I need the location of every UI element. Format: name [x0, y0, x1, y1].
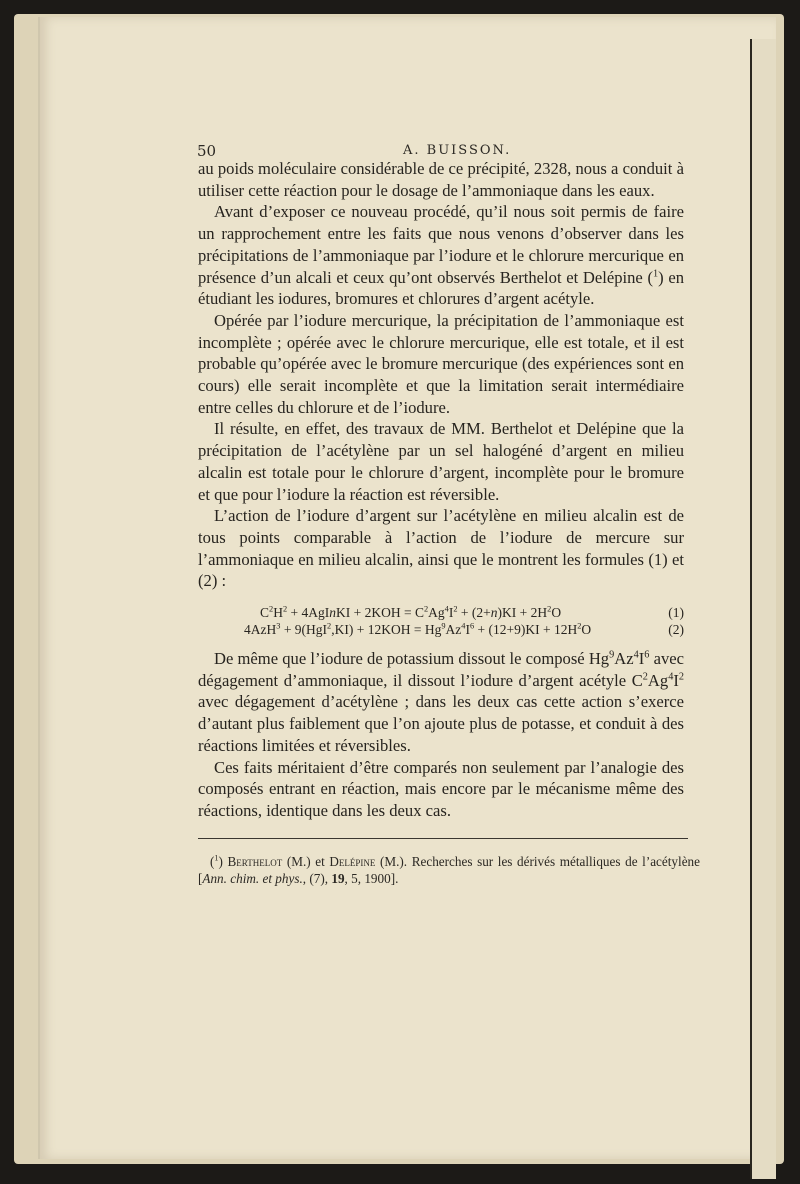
paragraph-5: L’action de l’iodure d’argent sur l’acétylène en milieu alcalin est de tous points comparable à l’action de l’iodure de mercure sur l’ammoniaque en milieu alcalin, ainsi que le montrent les formules (1) et (2) : — [198, 506, 684, 591]
footnote — [198, 853, 700, 887]
paragraph-6: De même que l’iodure de potassium dissout le composé $Hg^9Az^4I^6$ avec dégagement d’ammoniaque, il dissout l’iodure d’argent acétyle $C^2Ag^4I^2$ avec dégagement d’acétylène ; dans les deux cas cette action s’exerce d’autant plus faiblement que l’on ajoute plus de potasse, et conduit à des réactions limitées et réversibles. — [198, 649, 684, 755]
equation-1: $C^2H^2$ + 4AgInKI + $2KOH = C^2Ag^4I^2 + (2+n)KI + 2H^2O$ (1) — [260, 604, 684, 621]
facing-page-edge — [750, 39, 776, 1179]
footnote-rule — [198, 838, 688, 839]
paragraph-1: au poids moléculaire considérable de ce précipité, 2328, nous a conduit à utiliser cette réaction pour le dosage de l’ammoniaque dans les eaux. — [198, 159, 684, 200]
equation-2: $4AzH^3 + 9(HgI^2,KI) + 12KOH = Hg^9Az^4I^6 + (12+9)KI + 12H^2O$ (2) — [244, 621, 684, 638]
paragraph-4: Il résulte, en effet, des travaux de MM. Berthelot et Delépine que la précipitation de l’acétylène par un sel halogéné d’argent en milieu alcalin est totale pour le chlorure d’argent, incomplète pour le bromure et que pour l’iodure la réaction est réversible. — [198, 419, 684, 504]
running-title: A. BUISSON. — [403, 143, 512, 158]
equation-1-number: (1) — [668, 605, 684, 621]
equations-block — [198, 604, 684, 638]
page-number: 50 — [197, 142, 217, 160]
body-text — [198, 158, 684, 822]
paragraph-3: Opérée par l’iodure mercurique, la précipitation de l’ammoniaque est incomplète ; opérée avec le chlorure mercurique, elle est totale, et il est probable qu’opérée avec le bromure mercurique (des expériences sont en cours) elle serait incomplète et que la limitation serait intermédiaire entre celles du chlorure et de l’iodure. — [198, 310, 684, 417]
equation-2-number: (2) — [668, 622, 684, 638]
footnote-text: ($^1$) Berthelot (M.) et Delépine (M.). Recherches sur les dérivés métalliques de l’acétylène [Ann. chim. et phys., (7), 19, 5, 1900]. — [198, 853, 700, 886]
paragraph-7: Ces faits méritaient d’être comparés non seulement par l’analogie des composés entrant en réaction, mais encore par le mécanisme même des réactions, identique dans les deux cas. — [198, 757, 684, 820]
paragraph-2: Avant d’exposer ce nouveau procédé, qu’il nous soit permis de faire un rapprochement entre les faits que nous venons d’observer dans les précipitations de l’ammoniaque par l’iodure et le chlorure mercurique en présence d’un alcali et ceux qu’ont observés Berthelot et Delépine ($^1$) en étudiant les iodures, bromures et chlorures d’argent acétyle. — [198, 202, 684, 309]
